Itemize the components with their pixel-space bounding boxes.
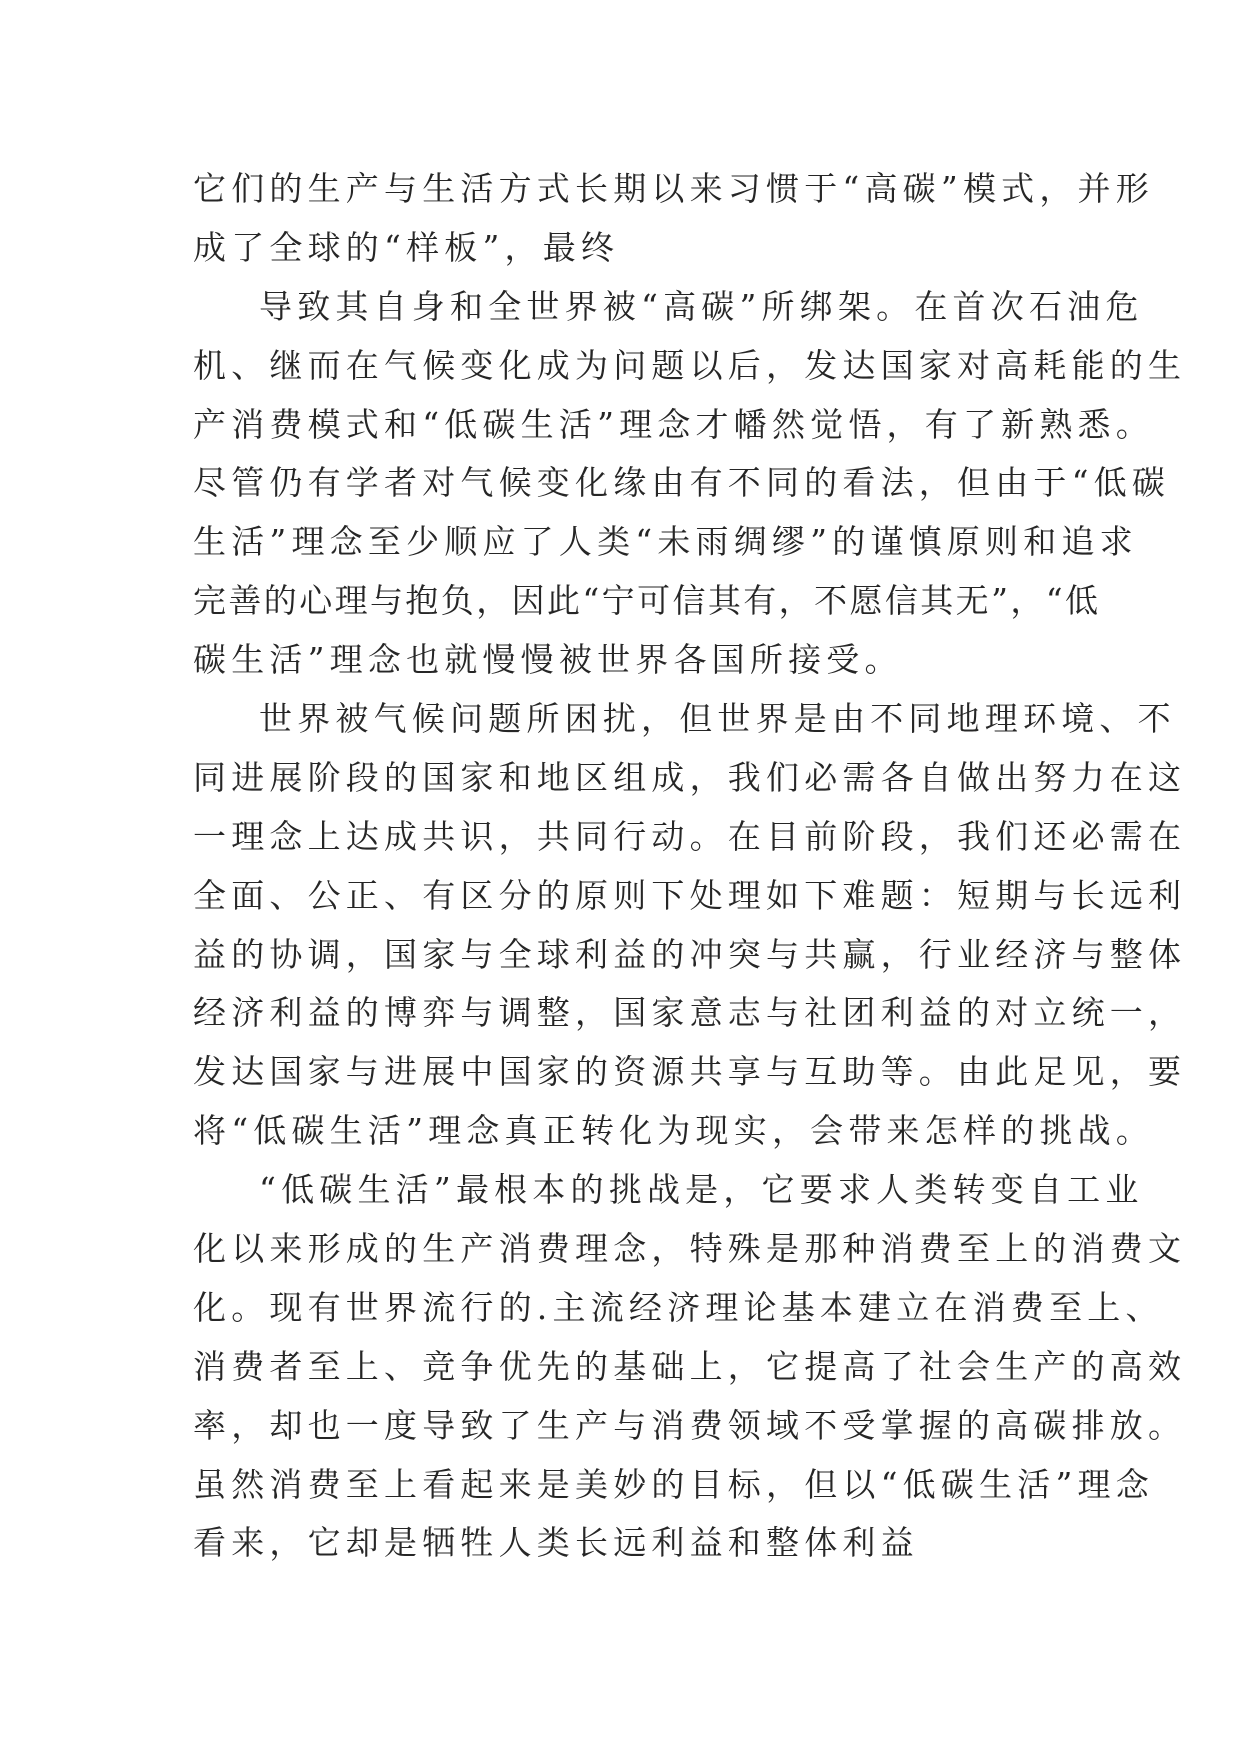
text-line: 化。现有世界流行的.主流经济理论基本建立在消费至上、 xyxy=(193,1287,1164,1327)
body-text xyxy=(193,160,1187,1573)
text-line: 它们的生产与生活方式长期以来习惯于“高碳”模式，并形 xyxy=(193,169,1154,208)
text-line: 成了全球的“样板”，最终 xyxy=(193,227,620,267)
text-line: 虽然消费至上看起来是美妙的目标，但以“低碳生活”理念 xyxy=(193,1464,1154,1504)
text-line: 益的协调，国家与全球利益的冲突与共赢，行业经济与整体 xyxy=(193,934,1187,974)
text-line: 发达国家与进展中国家的资源共享与互助等。由此足见，要 xyxy=(193,1052,1187,1092)
text-line: 化以来形成的生产消费理念，特殊是那种消费至上的消费文 xyxy=(193,1229,1187,1269)
text-line: 全面、公正、有区分的原则下处理如下难题：短期与长远利 xyxy=(193,875,1187,915)
text-line: 生活”理念至少顺应了人类“未雨绸缪”的谨慎原则和追求 xyxy=(193,522,1138,562)
text-line: 消费者至上、竞争优先的基础上，它提高了社会生产的高效 xyxy=(193,1346,1187,1386)
text-line: 看来，它却是牺牲人类长远利益和整体利益 xyxy=(193,1523,919,1563)
text-line: 一理念上达成共识，共同行动。在目前阶段，我们还必需在 xyxy=(193,816,1187,856)
text-line: 率，却也一度导致了生产与消费领域不受掌握的高碳排放。 xyxy=(193,1405,1187,1445)
text-line: 产消费模式和“低碳生活”理念才幡然觉悟，有了新熟悉。 xyxy=(193,404,1154,444)
text-line: 碳生活”理念也就慢慢被世界各国所接受。 xyxy=(193,640,903,680)
text-line: 尽管仍有学者对气候变化缘由有不同的看法，但由于“低碳 xyxy=(193,463,1171,503)
paragraph-start-line: 导致其自身和全世界被“高碳”所绑架。在首次石油危 xyxy=(259,286,1144,326)
text-line: 将“低碳生活”理念真正转化为现实，会带来怎样的挑战。 xyxy=(193,1111,1154,1151)
text-line: 经济利益的博弈与调整，国家意志与社团利益的对立统一， xyxy=(193,993,1187,1033)
paragraph-start-line: “低碳生活”最根本的挑战是，它要求人类转变自工业 xyxy=(259,1170,1144,1210)
text-line: 机、继而在气候变化成为问题以后，发达国家对高耗能的生 xyxy=(193,345,1187,385)
paragraph-start-line: 世界被气候问题所困扰，但世界是由不同地理环境、不 xyxy=(259,699,1176,739)
text-line: 同进展阶段的国家和地区组成，我们必需各自做出努力在这 xyxy=(193,757,1187,797)
text-line: 完善的心理与抱负，因此“宁可信其有，不愿信其无”，“低 xyxy=(193,581,1101,621)
